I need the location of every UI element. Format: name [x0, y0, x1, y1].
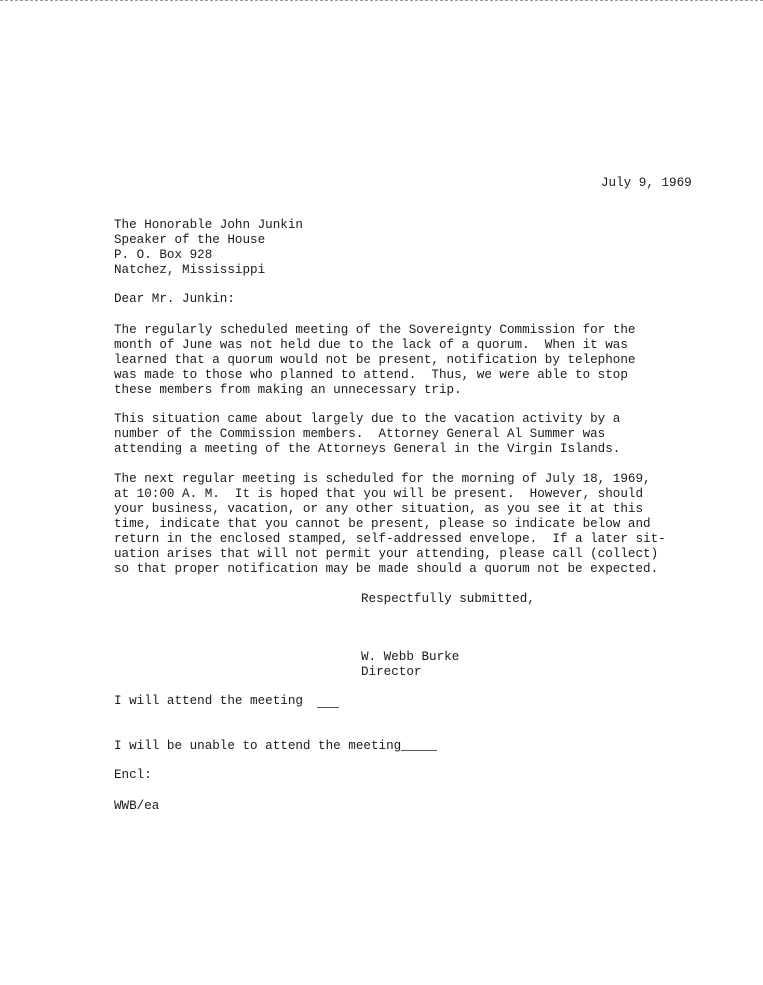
- attend-blank[interactable]: [317, 707, 339, 708]
- body-paragraph-2: [114, 412, 674, 457]
- recipient-line: The Honorable John Junkin: [114, 218, 303, 232]
- salutation: Dear Mr. Junkin:: [114, 292, 235, 306]
- paragraph-line: learned that a quorum would not be present, notification by telephone: [114, 353, 636, 367]
- paragraph-line: time, indicate that you cannot be present, please so indicate below and: [114, 517, 651, 531]
- paragraph-line: was made to those who planned to attend. Thus, we were able to stop: [114, 368, 628, 382]
- paragraph-line: The next regular meeting is scheduled for the morning of July 18, 1969,: [114, 472, 651, 486]
- letter-date: July 9, 1969: [601, 176, 692, 190]
- attend-label: I will attend the meeting: [114, 694, 303, 708]
- paragraph-line: return in the enclosed stamped, self-addressed envelope. If a later sit-: [114, 532, 666, 546]
- recipient-line: Natchez, Mississippi: [114, 263, 266, 277]
- paragraph-line: your business, vacation, or any other situation, as you see it at this: [114, 502, 644, 516]
- reference-initials: WWB/ea: [114, 799, 160, 813]
- recipient-line: Speaker of the House: [114, 233, 266, 247]
- paragraph-line: The regularly scheduled meeting of the Sovereignty Commission for the: [114, 323, 636, 337]
- enclosure-note: Encl:: [114, 768, 152, 782]
- unable-label: I will be unable to attend the meeting: [114, 739, 402, 753]
- body-paragraph-3: [114, 472, 674, 577]
- paragraph-line: This situation came about largely due to the vacation activity by a: [114, 412, 621, 426]
- paragraph-line: attending a meeting of the Attorneys General in the Virgin Islands.: [114, 442, 621, 456]
- signer-title: Director: [361, 665, 422, 679]
- paragraph-line: so that proper notification may be made should a quorum not be expected.: [114, 562, 659, 576]
- paragraph-line: month of June was not held due to the lack of a quorum. When it was: [114, 338, 628, 352]
- recipient-address-block: [114, 218, 674, 278]
- signer-name: W. Webb Burke: [361, 650, 460, 664]
- attend-response-line: [114, 694, 339, 709]
- recipient-line: P. O. Box 928: [114, 248, 213, 262]
- closing: Respectfully submitted,: [361, 592, 535, 606]
- body-paragraph-1: [114, 323, 674, 398]
- paragraph-line: at 10:00 A. M. It is hoped that you will be present. However, should: [114, 487, 644, 501]
- paragraph-line: uation arises that will not permit your attending, please call (collect): [114, 547, 659, 561]
- unable-blank[interactable]: [401, 750, 437, 751]
- paragraph-line: number of the Commission members. Attorney General Al Summer was: [114, 427, 606, 441]
- paragraph-line: these members from making an unnecessary trip.: [114, 383, 462, 397]
- unable-response-line: [114, 739, 437, 754]
- page-top-border: [0, 0, 763, 1]
